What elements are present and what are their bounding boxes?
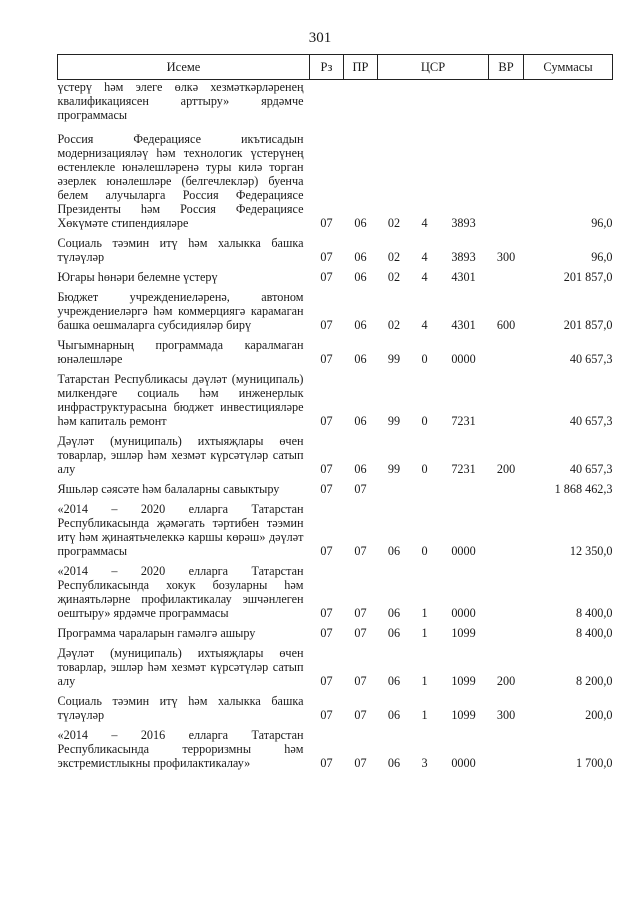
header-pr: ПР <box>344 55 378 80</box>
cell-rz: 07 <box>320 626 333 640</box>
cell-csr1 <box>378 80 411 133</box>
cell-csr3 <box>439 482 489 502</box>
table-row <box>58 80 613 133</box>
cell-name: Дәүләт (муниципаль) ихтыяҗлары өчен товарлар, эшләр һәм хезмәт күрсәтүләр сатып алу <box>57 646 304 688</box>
cell-csr2: 1 <box>421 626 428 640</box>
cell-csr2: 0 <box>421 462 428 476</box>
header-sum: Суммасы <box>524 55 613 80</box>
table-row <box>58 646 613 694</box>
cell-vr <box>489 372 524 434</box>
cell-csr1: 06 <box>387 674 401 688</box>
cell-sum: 96,0 <box>591 250 613 264</box>
cell-sum: 8 400,0 <box>575 606 613 620</box>
cell-rz: 07 <box>320 318 333 332</box>
cell-csr1: 02 <box>387 216 401 230</box>
cell-csr3: 3893 <box>451 216 476 230</box>
cell-rz: 07 <box>320 414 333 428</box>
table-row <box>58 502 613 564</box>
cell-sum: 96,0 <box>591 216 613 230</box>
cell-csr3: 7231 <box>451 414 476 428</box>
cell-rz: 07 <box>320 462 333 476</box>
cell-csr2: 1 <box>421 606 428 620</box>
cell-csr1: 06 <box>387 544 401 558</box>
cell-csr3: 0000 <box>451 544 476 558</box>
cell-pr: 07 <box>354 626 367 640</box>
cell-vr <box>489 80 524 133</box>
table-row <box>58 728 613 776</box>
cell-vr: 200 <box>496 674 516 688</box>
cell-sum: 1 868 462,3 <box>554 482 613 496</box>
cell-sum: 8 400,0 <box>575 626 613 640</box>
cell-name: «2014 – 2020 елларга Татарстан Республикасында җәмәгать тәртибен тәэмин итү һәм җинаятьчелеккә каршы көрәш» дәүләт программасы <box>57 502 304 558</box>
header-vr: ВР <box>489 55 524 80</box>
table-row <box>58 290 613 338</box>
cell-name: Югары һөнәри белемне үстерү <box>57 270 218 284</box>
cell-csr2: 0 <box>421 352 428 366</box>
cell-sum: 201 857,0 <box>563 318 613 332</box>
cell-rz: 07 <box>320 756 333 770</box>
cell-rz: 07 <box>320 606 333 620</box>
table-row <box>58 482 613 502</box>
cell-rz: 07 <box>320 708 333 722</box>
cell-csr1 <box>378 482 411 502</box>
cell-pr: 07 <box>354 674 367 688</box>
cell-rz <box>310 80 344 133</box>
cell-csr2: 0 <box>421 414 428 428</box>
cell-sum: 1 700,0 <box>575 756 613 770</box>
cell-csr2 <box>411 482 439 502</box>
cell-pr: 06 <box>354 414 367 428</box>
cell-sum: 40 657,3 <box>569 414 613 428</box>
cell-pr: 06 <box>354 352 367 366</box>
cell-csr3 <box>439 80 489 133</box>
header-rz: Рз <box>310 55 344 80</box>
cell-csr3: 0000 <box>451 606 476 620</box>
cell-pr: 07 <box>354 756 367 770</box>
cell-vr: 200 <box>496 462 516 476</box>
cell-vr <box>489 338 524 372</box>
cell-csr1: 02 <box>387 270 401 284</box>
cell-csr1: 06 <box>387 606 401 620</box>
cell-name: Социаль тәэмин итү һәм халыкка башка түләүләр <box>57 694 304 722</box>
cell-pr: 06 <box>354 216 367 230</box>
cell-csr1: 02 <box>387 318 401 332</box>
cell-pr: 07 <box>354 606 367 620</box>
cell-csr3: 3893 <box>451 250 476 264</box>
cell-rz: 07 <box>320 270 333 284</box>
table-row <box>58 236 613 270</box>
cell-csr1: 06 <box>387 756 401 770</box>
cell-rz: 07 <box>320 674 333 688</box>
cell-name: Россия Федерациясе икътисадын модернизацияләү һәм технологик үстерүнең өстенлекле юнәлешләренә туры килә торган әзерлек юнәлешләре (белгечлекләр) буенча белем алучыларга Россия Федерациясе Президенты һәм Россия Федерациясе Хөкүмәте стипендияләре <box>57 132 304 230</box>
cell-pr <box>344 80 378 133</box>
cell-pr: 06 <box>354 250 367 264</box>
cell-rz: 07 <box>320 216 333 230</box>
cell-rz: 07 <box>320 482 333 496</box>
cell-csr1: 99 <box>387 414 401 428</box>
budget-table <box>57 54 613 776</box>
cell-rz: 07 <box>320 250 333 264</box>
cell-sum: 40 657,3 <box>569 352 613 366</box>
cell-name: Яшьләр сәясәте һәм балаларны савыктыру <box>57 482 280 496</box>
cell-sum: 12 350,0 <box>569 544 613 558</box>
cell-csr2: 4 <box>421 250 428 264</box>
table-row <box>58 626 613 646</box>
table-row <box>58 564 613 626</box>
cell-rz: 07 <box>320 352 333 366</box>
cell-csr2: 1 <box>421 674 428 688</box>
cell-csr2: 0 <box>421 544 428 558</box>
cell-csr2: 3 <box>421 756 428 770</box>
cell-name: Татарстан Республикасы дәүләт (муниципаль) милкендәге социаль һәм инженерлык инфраструктурасына бюджет инвестицияләре һәм капиталь ремонт <box>57 372 304 428</box>
cell-vr: 300 <box>496 708 516 722</box>
cell-csr1: 99 <box>387 462 401 476</box>
cell-csr1: 06 <box>387 708 401 722</box>
cell-rz: 07 <box>320 544 333 558</box>
cell-csr3: 4301 <box>451 270 476 284</box>
page-number: 301 <box>308 30 332 46</box>
table-row <box>58 338 613 372</box>
cell-sum <box>524 80 613 133</box>
cell-name: Бюджет учреждениеләренә, автоном учреждениеләргә һәм коммерциягә карамаган башка оешмаларга субсидияләр бирү <box>57 290 304 332</box>
cell-vr: 300 <box>496 250 516 264</box>
table-header <box>58 55 613 80</box>
cell-name: үстерү һәм элеге өлкә хезмәткәрләренең квалификациясен арттыру» ярдәмче программасы <box>57 80 304 122</box>
cell-csr2: 4 <box>421 318 428 332</box>
cell-vr <box>489 270 524 290</box>
cell-name: Чыгымнарның программада каралмаган юнәлешләре <box>57 338 304 366</box>
table-row <box>58 270 613 290</box>
table-row <box>58 132 613 236</box>
cell-csr3: 1099 <box>451 626 476 640</box>
cell-csr3: 0000 <box>451 756 476 770</box>
cell-pr: 07 <box>354 544 367 558</box>
cell-name: Социаль тәэмин итү һәм халыкка башка түләүләр <box>57 236 304 264</box>
cell-csr2 <box>411 80 439 133</box>
cell-csr3: 0000 <box>451 352 476 366</box>
cell-vr <box>489 626 524 646</box>
cell-csr3: 1099 <box>451 674 476 688</box>
table-row <box>58 372 613 434</box>
table-row <box>58 694 613 728</box>
cell-name: «2014 – 2020 елларга Татарстан Республикасында хокук бозуларны һәм җинаятьләрне профилактикалау эшчәнлеген оештыру» ярдәмче программасы <box>57 564 304 620</box>
cell-sum: 200,0 <box>585 708 613 722</box>
cell-vr <box>489 728 524 776</box>
cell-csr3: 1099 <box>451 708 476 722</box>
cell-sum: 8 200,0 <box>575 674 613 688</box>
cell-csr2: 1 <box>421 708 428 722</box>
cell-name: Дәүләт (муниципаль) ихтыяҗлары өчен товарлар, эшләр һәм хезмәт күрсәтүләр сатып алу <box>57 434 304 476</box>
header-csr: ЦСР <box>378 55 489 80</box>
cell-vr <box>489 564 524 626</box>
cell-csr1: 02 <box>387 250 401 264</box>
cell-vr <box>489 502 524 564</box>
cell-sum: 201 857,0 <box>563 270 613 284</box>
header-name: Исеме <box>58 55 310 80</box>
cell-csr3: 7231 <box>451 462 476 476</box>
cell-pr: 06 <box>354 462 367 476</box>
cell-pr: 07 <box>354 708 367 722</box>
cell-vr <box>489 132 524 236</box>
cell-pr: 06 <box>354 318 367 332</box>
cell-csr1: 99 <box>387 352 401 366</box>
cell-csr3: 4301 <box>451 318 476 332</box>
cell-name: Программа чараларын гамәлгә ашыру <box>57 626 256 640</box>
cell-csr1: 06 <box>387 626 401 640</box>
cell-name: «2014 – 2016 елларга Татарстан Республикасында терроризмны һәм экстремистлыкны профилактикалау» <box>57 728 304 770</box>
table-row <box>58 434 613 482</box>
cell-csr2: 4 <box>421 270 428 284</box>
cell-vr <box>489 482 524 502</box>
cell-csr2: 4 <box>421 216 428 230</box>
cell-pr: 07 <box>354 482 367 496</box>
cell-sum: 40 657,3 <box>569 462 613 476</box>
cell-pr: 06 <box>354 270 367 284</box>
cell-vr: 600 <box>496 318 516 332</box>
